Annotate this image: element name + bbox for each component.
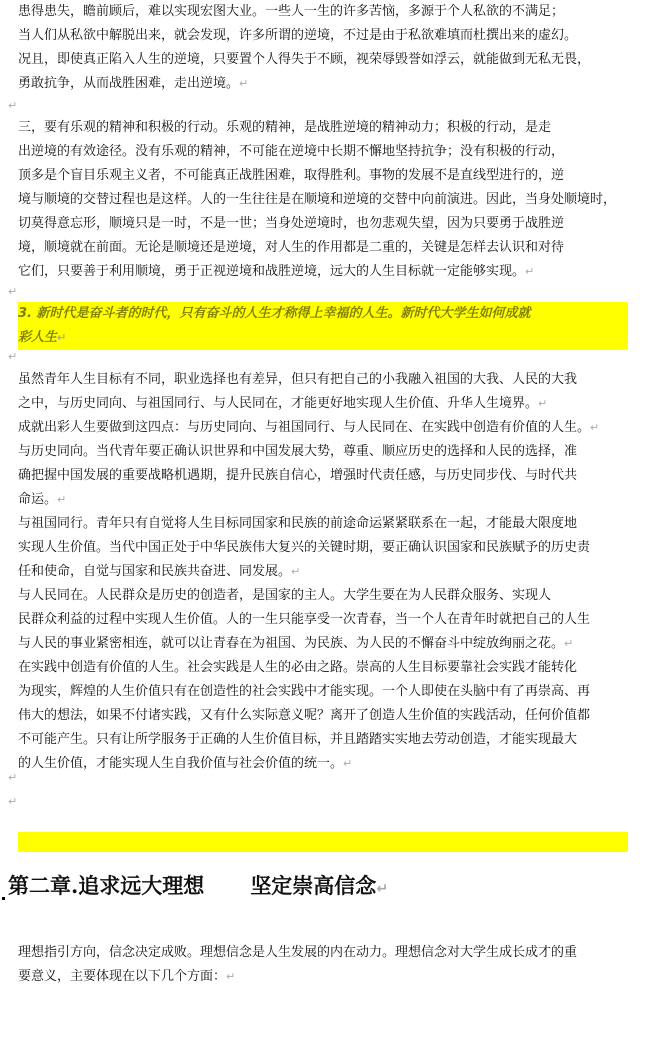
text-line: 患得患失，瞻前顾后，难以实现宏图大业。一些人一生的许多苦恼，多源于个人私欲的不满足； (18, 4, 565, 19)
empty-paragraph (8, 280, 17, 300)
text-line: 虽然青年人生目标有不同，职业选择也有差异，但只有把自己的小我融入祖国的大我、人民的大我 (18, 372, 578, 387)
paragraph-optimism-and-action (18, 116, 630, 284)
text-line: 与人民同在。人民群众是历史的创造者，是国家的主人。大学生要在为人民群众服务、实现人 (18, 588, 552, 603)
paragraph-mark: ↵ (8, 285, 18, 298)
text-line: 理想指引方向，信念决定成败。理想信念是人生发展的内在动力。理想信念对大学生成长成才的重 (18, 945, 578, 960)
text-line: 出逆境的有效途径。没有乐观的精神，不可能在逆境中长期不懈地坚持抗争；没有积极的行动， (18, 144, 565, 159)
paragraph-mark: ↵ (239, 77, 249, 90)
empty-paragraph (8, 345, 17, 365)
section-heading-highlighted (18, 302, 628, 350)
paragraph-outstanding-life (18, 368, 630, 776)
paragraph-mark: ↵ (590, 421, 600, 434)
text-line: 实现人生价值。当代中国正处于中华民族伟大复兴的关键时期，要正确认识国家和民族赋予的历史责 (18, 540, 591, 555)
empty-paragraph (8, 790, 17, 810)
text-line: 任和使命，自觉与国家和民族共奋进、同发展。↵ (18, 564, 301, 579)
paragraph-ideals-and-beliefs (18, 941, 630, 989)
paragraph-mark: ↵ (343, 757, 353, 770)
heading-line: 3. 新时代是奋斗者的时代，只有奋斗的人生才称得上幸福的人生。新时代大学生如何成就 (18, 306, 531, 321)
text-line: 三，要有乐观的精神和积极的行动。乐观的精神，是战胜逆境的精神动力；积极的行动，是走 (18, 120, 552, 135)
text-line: 境，顺境就在前面。无论是顺境还是逆境，对人生的作用都是二重的，关键是怎样去认识和对待 (18, 240, 565, 255)
text-line: 确把握中国发展的重要战略机遇期，提升民族自信心，增强时代责任感，与历史同步伐、与时代共 (18, 468, 578, 483)
paragraph-mark: ↵ (8, 771, 18, 784)
text-line: 成就出彩人生要做到这四点：与历史同向、与祖国同行、与人民同在、在实践中创造有价值的人生。↵ (18, 420, 600, 435)
highlighted-empty-line (18, 832, 628, 852)
text-line: 况且，即使真正陷入人生的逆境，只要置个人得失于不顾，视荣辱毁誉如浮云，就能做到无私无畏， (18, 52, 591, 67)
text-line: 的人生价值，才能实现人生自我价值与社会价值的统一。↵ (18, 756, 353, 771)
chapter-heading (8, 872, 638, 903)
paragraph-mark: ↵ (376, 881, 389, 897)
text-line: 当人们从私欲中解脱出来，就会发现，许多所谓的逆境，不过是由于私欲难填而杜撰出来的虚幻。 (18, 28, 578, 43)
paragraph-mark: ↵ (8, 350, 18, 363)
text-line: 命运。↵ (18, 492, 67, 507)
text-line: 伟大的想法，如果不付诸实践，又有什么实际意义呢？离开了创造人生价值的实践活动，任何价值都 (18, 708, 591, 723)
text-line: 顶多是个盲目乐观主义者，不可能真正战胜困难，取得胜利。事物的发展不是直线型进行的，逆 (18, 168, 565, 183)
paragraph-mark: ↵ (564, 637, 574, 650)
text-line: 勇敢抗争，从而战胜困难，走出逆境。↵ (18, 76, 249, 91)
heading-line: 彩人生↵ (18, 330, 67, 345)
paragraph-mark: ↵ (291, 565, 301, 578)
text-line: 境与顺境的交替过程也是这样。人的一生往往是在顺境和逆境的交替中向前演进。因此，当身处顺境时， (18, 192, 617, 207)
paragraph-ego-and-adversity (18, 0, 630, 96)
chapter-subtitle: 坚定崇高信念 (250, 873, 377, 898)
text-line: 与祖国同行。青年只有自觉将人生目标同国家和民族的前途命运紧紧联系在一起，才能最大限度地 (18, 516, 578, 531)
paragraph-mark: ↵ (8, 795, 18, 808)
text-cursor (2, 897, 5, 900)
text-line: 它们，只要善于利用顺境，勇于正视逆境和战胜逆境，远大的人生目标就一定能够实现。↵ (18, 264, 535, 279)
paragraph-mark: ↵ (538, 397, 548, 410)
text-line: 与历史同向。当代青年要正确认识世界和中国发展大势，尊重、顺应历史的选择和人民的选择，准 (18, 444, 578, 459)
paragraph-mark: ↵ (57, 493, 67, 506)
paragraph-mark: ↵ (525, 265, 535, 278)
paragraph-mark: ↵ (57, 331, 67, 344)
text-line: 民群众利益的过程中实现人生价值。人的一生只能享受一次青春，当一个人在青年时就把自己的人生 (18, 612, 591, 627)
paragraph-mark: ↵ (8, 99, 18, 112)
paragraph-mark: ↵ (226, 970, 236, 983)
chapter-title: 第二章.追求远大理想 (8, 873, 205, 898)
text-line: 不可能产生。只有让所学服务于正确的人生价值目标，并且踏踏实实地去劳动创造，才能实现最大 (18, 732, 578, 747)
text-line: 在实践中创造有价值的人生。社会实践是人生的必由之路。崇高的人生目标要靠社会实践才能转化 (18, 660, 578, 675)
text-line: 要意义，主要体现在以下几个方面：↵ (18, 969, 236, 984)
text-line: 切莫得意忘形，顺境只是一时，不是一世；当身处逆境时，也勿悲观失望，因为只要勇于战胜逆 (18, 216, 565, 231)
empty-paragraph (8, 766, 17, 786)
text-line: 之中，与历史同向、与祖国同行、与人民同在，才能更好地实现人生价值、升华人生境界。↵ (18, 396, 548, 411)
text-line: 为现实，辉煌的人生价值只有在创造性的社会实践中才能实现。一个人即使在头脑中有了再崇高、再 (18, 684, 591, 699)
text-line: 与人民的事业紧密相连，就可以让青春在为祖国、为民族、为人民的不懈奋斗中绽放绚丽之花。↵ (18, 636, 574, 651)
empty-paragraph (8, 94, 17, 114)
